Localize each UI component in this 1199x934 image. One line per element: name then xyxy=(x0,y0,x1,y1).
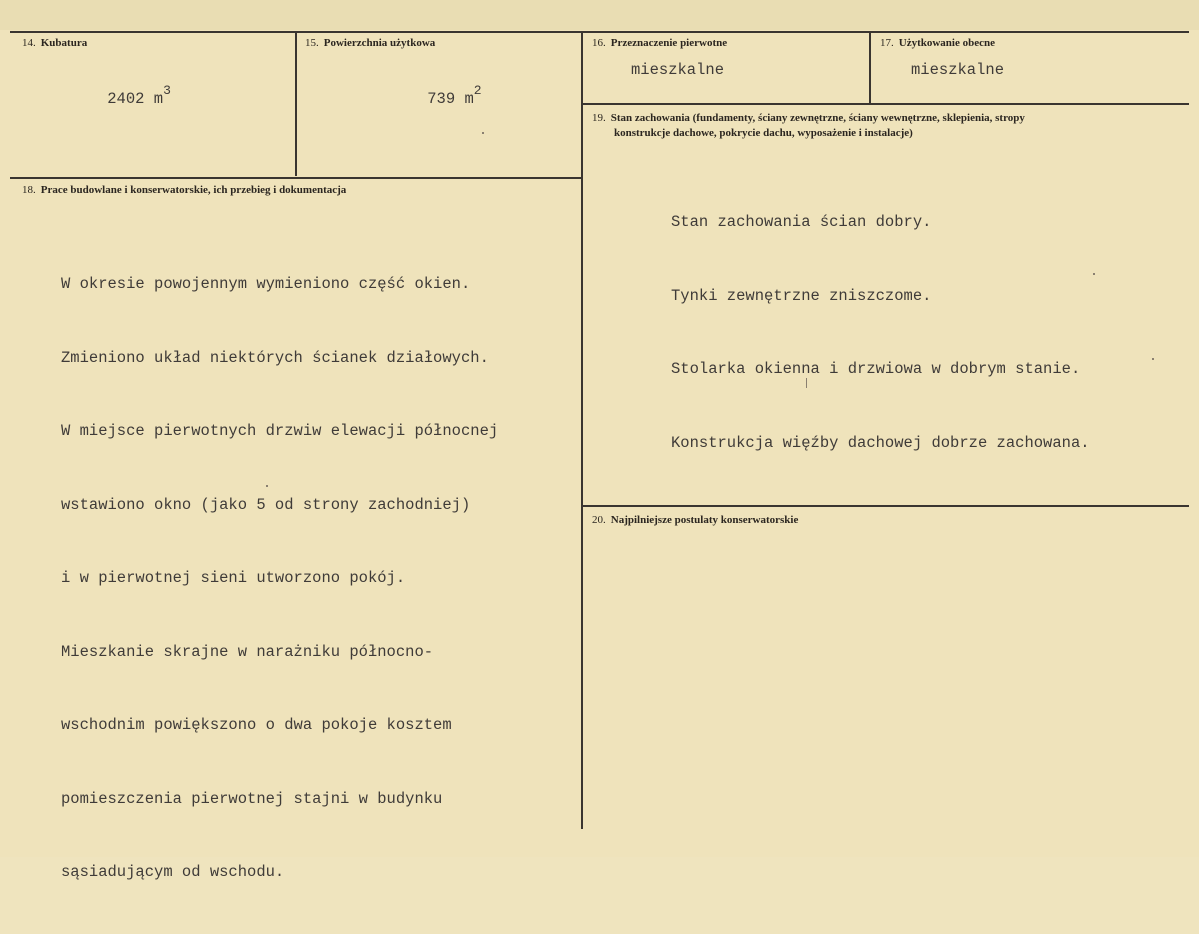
top-rule xyxy=(10,31,1189,33)
text-line: Stolarka okienna i drzwiowa w dobrym stanie. xyxy=(671,360,1081,378)
field-19-number: 19. xyxy=(592,112,606,124)
field-17-number: 17. xyxy=(880,37,894,49)
rule-under-14-15 xyxy=(10,177,582,179)
paper-speck xyxy=(1093,273,1095,275)
field-20-title: Najpilniejsze postulaty konserwatorskie xyxy=(610,514,799,526)
text-line: W miejsce pierwotnych drzwiw elewacji północnej xyxy=(61,422,499,440)
field-14-value xyxy=(70,72,171,126)
area-unit: m xyxy=(464,90,474,108)
field-15-title: Powierzchnia użytkowa xyxy=(323,37,436,49)
field-15-value xyxy=(390,72,482,126)
field-20-label xyxy=(592,513,798,527)
paper-speck xyxy=(806,378,807,388)
field-17-label xyxy=(880,36,995,50)
volume-unit-exponent: 3 xyxy=(163,83,171,98)
text-line: wschodnim powiększono o dwa pokoje kosztem xyxy=(61,716,452,734)
text-line: Zmieniono układ niektórych ścianek działowych. xyxy=(61,348,489,367)
center-divider xyxy=(581,31,583,829)
text-line: Tynki zewnętrzne zniszczome. xyxy=(671,286,932,305)
field-19-label-cont: konstrukcje dachowe, pokrycie dachu, wyposażenie i instalacje) xyxy=(614,127,913,139)
text-line: W okresie powojennym wymieniono część okien. xyxy=(61,275,471,293)
rule-above-20 xyxy=(582,505,1189,507)
field-19-text xyxy=(671,161,1090,504)
field-15-label xyxy=(305,36,435,50)
area-number: 739 xyxy=(427,90,456,108)
field-16-title: Przeznaczenie pierwotne xyxy=(610,37,728,49)
field-16-label xyxy=(592,36,727,50)
divider-16-17 xyxy=(869,31,871,103)
text-line: sąsiadującym od wschodu. xyxy=(61,863,285,881)
text-line: Stan zachowania ścian dobry. xyxy=(671,213,932,231)
field-20-number: 20. xyxy=(592,514,606,526)
text-line: pomieszczenia pierwotnej stajni w budynku xyxy=(61,789,443,808)
field-19-title-line1: Stan zachowania (fundamenty, ściany zewnętrzne, ściany wewnętrzne, sklepienia, stropy xyxy=(610,112,1025,124)
field-17-title: Użytkowanie obecne xyxy=(898,37,995,49)
field-18-title: Prace budowlane i konserwatorskie, ich przebieg i dokumentacja xyxy=(40,184,347,196)
field-18-number: 18. xyxy=(22,184,36,196)
text-line: Mieszkanie skrajne w narażniku północno- xyxy=(61,642,434,661)
rule-under-16-17 xyxy=(582,103,1189,105)
paper-speck xyxy=(482,132,484,134)
field-15-number: 15. xyxy=(305,37,319,49)
area-unit-exponent: 2 xyxy=(473,83,482,98)
card-top-edge xyxy=(0,0,1199,30)
volume-number: 2402 xyxy=(107,90,145,108)
paper-speck xyxy=(266,485,268,487)
divider-14-15 xyxy=(295,31,297,176)
text-line: i w pierwotnej sieni utworzono pokój. xyxy=(61,569,406,587)
field-14-number: 14. xyxy=(22,37,36,49)
field-18-text xyxy=(61,223,498,934)
field-14-label xyxy=(22,36,87,50)
field-14-title: Kubatura xyxy=(40,37,88,49)
volume-unit: m xyxy=(153,90,164,108)
field-18-label xyxy=(22,183,346,197)
paper-speck xyxy=(1152,358,1154,360)
text-line: wstawiono okno (jako 5 od strony zachodniej) xyxy=(61,495,471,514)
field-16-value: mieszkalne xyxy=(631,61,725,79)
field-16-number: 16. xyxy=(592,37,606,49)
field-17-value: mieszkalne xyxy=(911,61,1005,79)
field-19-label xyxy=(592,111,1025,125)
text-line: Konstrukcja więźby dachowej dobrze zachowana. xyxy=(671,433,1090,452)
